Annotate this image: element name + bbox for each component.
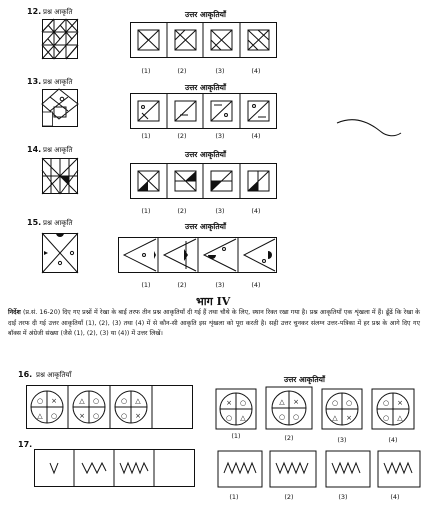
instructions-paragraph [8,308,420,340]
q15-option-3: (3) [215,281,225,289]
svg-text:△: △ [240,414,246,422]
q13-option-1: (1) [141,132,151,140]
svg-text:○: ○ [92,412,100,420]
q12-option-1: (1) [141,67,151,75]
q16-option-1: (1) [231,432,241,440]
svg-text:○: ○ [345,399,353,407]
q12-question-figure [42,19,78,59]
svg-text:×: × [51,397,57,405]
svg-text:○: ○ [331,399,339,407]
svg-text:○: ○ [50,412,58,420]
svg-text:△: △ [37,412,43,420]
svg-text:○: ○ [36,397,44,405]
q16-option-2: (2) [284,434,294,442]
svg-text:△: △ [135,397,141,405]
q13-answer-strip [130,93,280,129]
svg-text:○: ○ [239,399,247,407]
q17-option-2: (2) [284,493,294,501]
svg-text:○: ○ [382,399,390,407]
q12-option-3: (3) [215,67,225,75]
q17-option-1: (1) [229,493,239,501]
q16-question-strip [26,385,196,429]
q14-answers-label: उत्तर आकृतियाँ [185,150,226,159]
q13-question-label: प्रश्न आकृति [43,78,73,86]
svg-text:○: ○ [120,412,128,420]
q16-answers-label: उत्तर आकृतियाँ [284,375,325,384]
instructions-lead: निर्देश [8,309,21,316]
q16-option-3: (3) [337,436,347,444]
q15-number: 15. [27,218,42,227]
svg-text:×: × [135,412,141,420]
q17-number: 17. [18,440,33,449]
q14-answer-strip [130,163,280,199]
q12-answers-label: उत्तर आकृतियाँ [185,10,226,19]
q12-answer-strip [130,22,280,58]
svg-text:×: × [397,399,403,407]
q15-option-4: (4) [251,281,261,289]
q14-option-1: (1) [141,207,151,215]
svg-text:×: × [293,398,299,406]
svg-text:×: × [346,414,352,422]
svg-text:×: × [226,399,232,407]
q14-number: 14. [27,145,42,154]
q14-question-label: प्रश्न आकृति [43,146,73,154]
q17-option-4: (4) [390,493,400,501]
svg-text:△: △ [397,414,403,422]
q13-question-figure [42,89,78,127]
q13-option-2: (2) [177,132,187,140]
q14-option-3: (3) [215,207,225,215]
q13-number: 13. [27,77,42,86]
q15-option-1: (1) [141,281,151,289]
svg-text:○: ○ [120,397,128,405]
q14-option-2: (2) [177,207,187,215]
q12-option-2: (2) [177,67,187,75]
q15-option-2: (2) [177,281,187,289]
q16-answer-figures [210,385,420,431]
svg-text:△: △ [79,397,85,405]
q14-question-figure [42,158,78,194]
q12-option-4: (4) [251,67,261,75]
q15-answer-strip [118,237,280,273]
instructions-text: (प्र.सं. 16-20) दिए गए प्रश्नों में रेखा के बाईं तरफ तीन प्रश्न आकृतियाँ दी गई हैं तथा चौथे के लिए, स्थान रिक्त रखा गया है। प्रश्न आकृतियाँ एक शृंखला में हैं। ढूँढें कि रेखा के दाईं तरफ दी गई उत्तर आकृतियाँ (1), (2), (3) तथा (4) में से कौन-सी आकृति इस शृंखला को पूरा करती है। सही उत्तर चुनकर संलग्न उत्तर-पत्रिका में हर प्रश्न के आगे दिए गए बॉक्स में अंग्रेजी संख्या (जैसे (1), (2), (3) या (4)) में उत्तर लिखें। [8,309,420,337]
part-title: भाग IV [196,295,231,308]
q15-question-label: प्रश्न आकृति [43,219,73,227]
q16-number: 16. [18,370,33,379]
svg-text:×: × [79,412,85,420]
q13-answers-label: उत्तर आकृतियाँ [185,83,226,92]
svg-text:△: △ [279,398,285,406]
q13-option-4: (4) [251,132,261,140]
svg-text:○: ○ [225,414,233,422]
q16-question-label: प्रश्न आकृतियाँ [36,371,72,379]
q15-answers-label: उत्तर आकृतियाँ [185,222,226,231]
q15-question-figure [42,233,78,273]
q17-option-3: (3) [338,493,348,501]
q16-option-4: (4) [388,436,398,444]
svg-text:○: ○ [382,414,390,422]
margin-curve-mark [335,115,405,140]
q12-question-label: प्रश्न आकृति [43,8,73,16]
svg-text:○: ○ [278,413,286,421]
q17-answer-figures [214,449,424,489]
q13-option-3: (3) [215,132,225,140]
svg-text:△: △ [332,414,338,422]
svg-text:○: ○ [92,397,100,405]
q14-option-4: (4) [251,207,261,215]
q12-number: 12. [27,7,42,16]
svg-text:○: ○ [292,413,300,421]
q17-question-strip [34,449,198,487]
